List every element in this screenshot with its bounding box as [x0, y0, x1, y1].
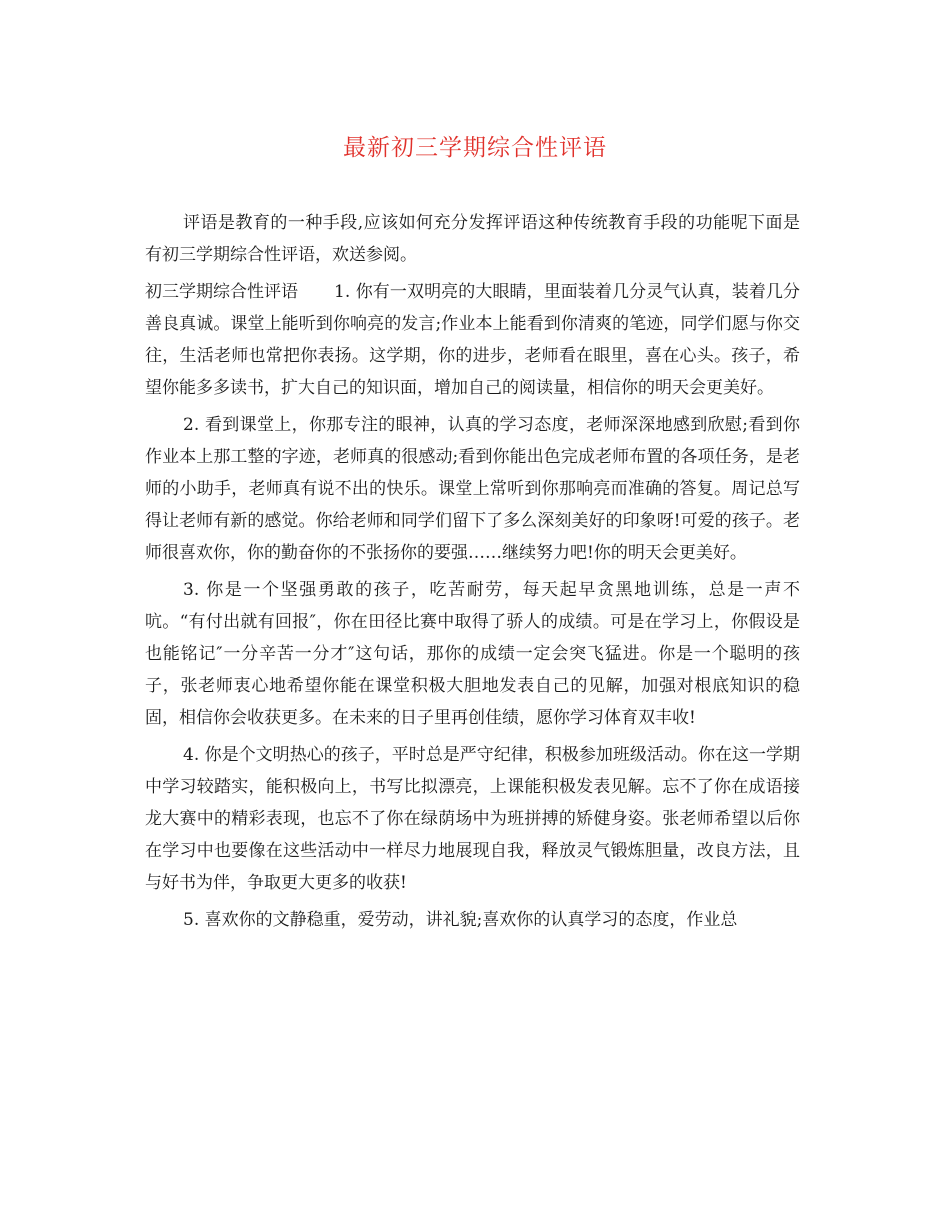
document-title: 最新初三学期综合性评语 [343, 135, 607, 161]
section-label: 初三学期综合性评语 [145, 282, 298, 302]
comment-item-1-text: 1. 你有一双明亮的大眼睛，里面装着几分灵气认真，装着几分善良真诚。课堂上能听到你响亮的发言;作业本上能看到你清爽的笔迹，同学们愿与你交往，生活老师也常把你表扬。这学期，你的进步，老师看在眼里，喜在心头。孩子，希望你能多多读书，扩大自己的知识面，增加自己的阅读量，相信你的明天会更美好。 [145, 282, 800, 398]
comment-item-2: 2. 看到课堂上，你那专注的眼神，认真的学习态度，老师深深地感到欣慰;看到你作业本上那工整的字迹，老师真的很感动;看到你能出色完成老师布置的各项任务，是老师的小助手，老师真有说不出的快乐。课堂上常听到你那响亮而准确的答复。周记总写得让老师有新的感觉。你给老师和同学们留下了多么深刻美好的印象呀!可爱的孩子。老师很喜欢你，你的勤奋你的不张扬你的要强……继续努力吧!你的明天会更美好。 [145, 415, 800, 563]
intro-paragraph: 评语是教育的一种手段,应该如何充分发挥评语这种传统教育手段的功能呢下面是有初三学期综合性评语，欢送参阅。 [145, 213, 800, 265]
document-body [145, 207, 800, 941]
comment-item-1 [145, 276, 800, 404]
comment-item-5: 5. 喜欢你的文静稳重，爱劳动，讲礼貌;喜欢你的认真学习的态度，作业总 [183, 910, 738, 930]
comment-item-3: 3. 你是一个坚强勇敢的孩子，吃苦耐劳，每天起早贪黑地训练，总是一声不吭。“有付出就有回报″，你在田径比赛中取得了骄人的成绩。可是在学习上，你假设是也能铭记″一分辛苦一分才″这句话，那你的成绩一定会突飞猛进。你是一个聪明的孩子，张老师衷心地希望你能在课堂积极大胆地发表自己的见解，加强对根底知识的稳固，相信你会收获更多。在未来的日子里再创佳绩，愿你学习体育双丰收! [145, 580, 800, 728]
comment-item-4: 4. 你是个文明热心的孩子，平时总是严守纪律，积极参加班级活动。你在这一学期中学习较踏实，能积极向上，书写比拟漂亮，上课能积极发表见解。忘不了你在成语接龙大赛中的精彩表现，也忘不了你在绿荫场中为班拼搏的矫健身姿。张老师希望以后你在学习中也要像在这些活动中一样尽力地展现自我，释放灵气锻炼胆量，改良方法，且与好书为伴，争取更大更多的收获! [145, 745, 800, 893]
